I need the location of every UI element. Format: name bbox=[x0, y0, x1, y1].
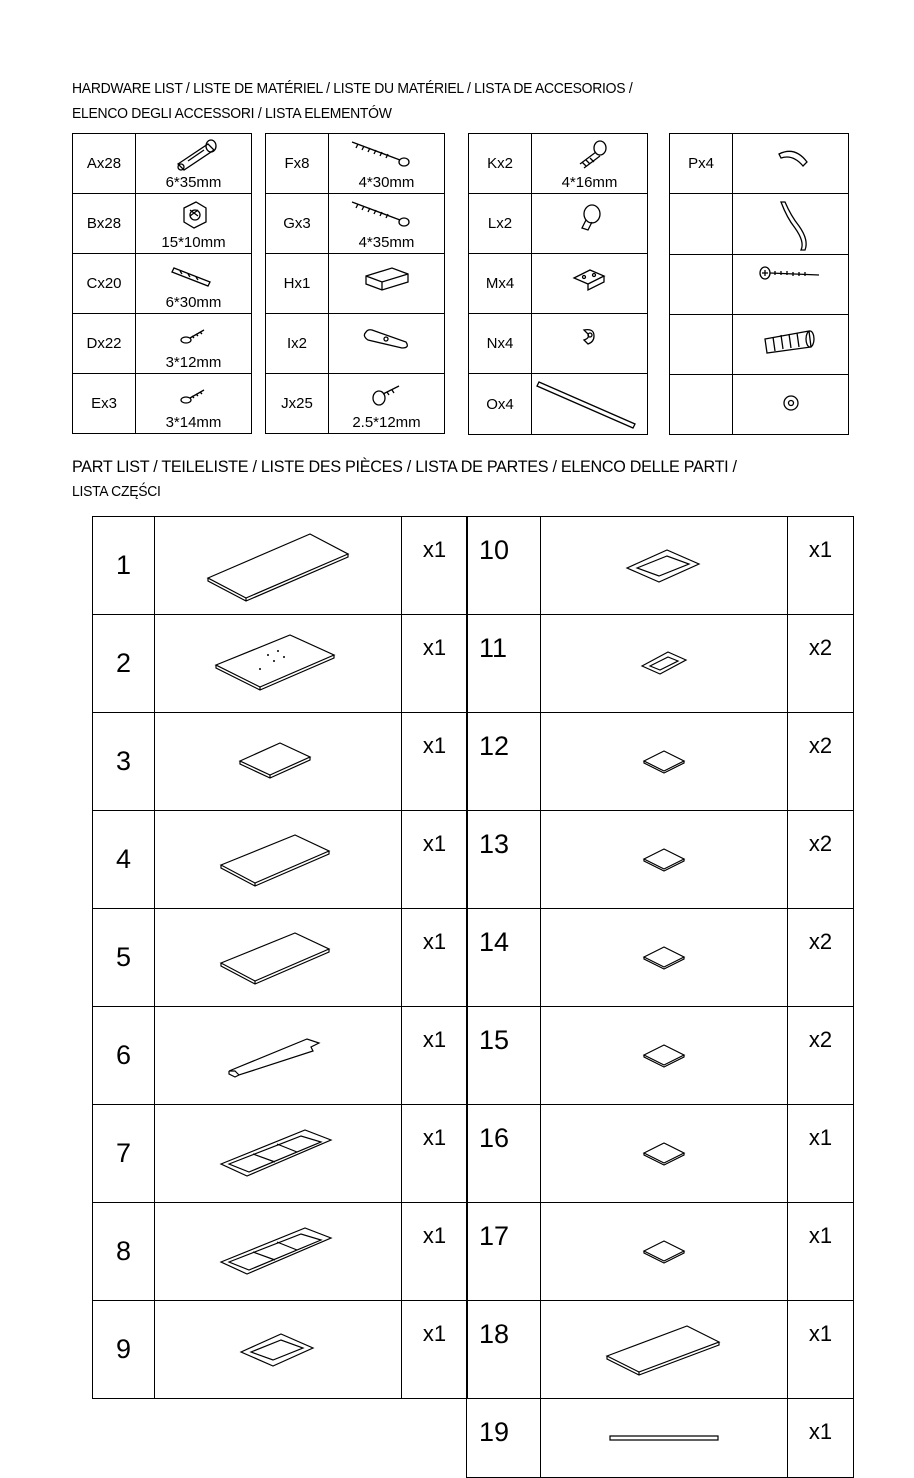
part-row bbox=[467, 517, 854, 615]
part-small-frame-icon bbox=[155, 1328, 401, 1372]
hardware-row bbox=[73, 194, 252, 254]
hardware-picture bbox=[733, 315, 849, 375]
hardware-dimension: 3*14mm bbox=[165, 414, 222, 431]
part-drawing bbox=[155, 909, 402, 1007]
hardware-dimension: 2.5*12mm bbox=[352, 414, 421, 431]
part-drawing bbox=[155, 811, 402, 909]
part-plate-icon bbox=[541, 1137, 787, 1171]
hardware-dimension: 15*10mm bbox=[161, 234, 226, 251]
hardware-dimension: 4*16mm bbox=[561, 174, 618, 191]
part-quantity: x1 bbox=[402, 1007, 468, 1105]
wooden-dowel-icon bbox=[136, 258, 251, 292]
clip-icon bbox=[532, 318, 647, 358]
hardware-row bbox=[266, 134, 445, 194]
hardware-row bbox=[266, 314, 445, 374]
hardware-row bbox=[73, 254, 252, 314]
part-drawing bbox=[155, 615, 402, 713]
part-quantity: x1 bbox=[402, 1105, 468, 1203]
part-number: 14 bbox=[467, 909, 541, 1007]
part-board-icon bbox=[541, 1320, 787, 1380]
hardware-row bbox=[670, 315, 849, 375]
part-number: 9 bbox=[93, 1301, 155, 1399]
hardware-dimension: 4*30mm bbox=[358, 174, 415, 191]
hardware-picture bbox=[329, 374, 445, 434]
hardware-row bbox=[73, 314, 252, 374]
part-number: 15 bbox=[467, 1007, 541, 1105]
hardware-table-1 bbox=[72, 133, 252, 434]
hardware-row bbox=[73, 374, 252, 434]
part-row bbox=[93, 713, 468, 811]
hardware-row bbox=[469, 374, 648, 435]
part-panel-icon bbox=[155, 829, 401, 891]
hardware-code bbox=[670, 194, 733, 255]
part-row bbox=[93, 1007, 468, 1105]
part-number: 2 bbox=[93, 615, 155, 713]
hardware-code: Fx8 bbox=[266, 134, 329, 194]
part-strip-icon bbox=[541, 1428, 787, 1448]
hardware-picture bbox=[329, 254, 445, 314]
part-quantity: x1 bbox=[788, 1203, 854, 1301]
part-number: 11 bbox=[467, 615, 541, 713]
part-list-title-2: LISTA CZĘŚCI bbox=[72, 483, 161, 500]
hardware-row bbox=[266, 254, 445, 314]
part-row bbox=[93, 615, 468, 713]
hardware-picture bbox=[329, 194, 445, 254]
hardware-picture bbox=[733, 194, 849, 255]
part-quantity: x1 bbox=[788, 1301, 854, 1399]
small-screw-icon bbox=[136, 318, 251, 352]
part-row bbox=[93, 1203, 468, 1301]
hardware-dimension: 3*12mm bbox=[165, 354, 222, 371]
part-list-title-1: PART LIST / TEILELISTE / LISTE DES PIÈCES / LISTA DE PARTES / ELENCO DELLE PARTI / bbox=[72, 457, 737, 476]
part-row bbox=[93, 517, 468, 615]
part-drawing bbox=[155, 713, 402, 811]
part-drawing bbox=[155, 1007, 402, 1105]
part-number: 18 bbox=[467, 1301, 541, 1399]
hardware-row bbox=[469, 194, 648, 254]
part-plate-icon bbox=[541, 1235, 787, 1269]
part-row bbox=[467, 1007, 854, 1105]
wall-screw-icon bbox=[733, 259, 848, 293]
hardware-code: Px4 bbox=[670, 134, 733, 194]
knob-icon bbox=[532, 198, 647, 238]
hardware-code: Nx4 bbox=[469, 314, 532, 374]
hardware-code: Gx3 bbox=[266, 194, 329, 254]
part-drawing bbox=[541, 713, 788, 811]
long-screw-icon bbox=[329, 198, 444, 232]
hardware-list-title-1: HARDWARE LIST / LISTE DE MATÉRIEL / LISTE DU MATÉRIEL / LISTA DE ACCESORIOS / bbox=[72, 80, 633, 97]
hardware-code: Bx28 bbox=[73, 194, 136, 254]
hardware-row bbox=[670, 255, 849, 315]
part-number: 16 bbox=[467, 1105, 541, 1203]
part-quantity: x1 bbox=[402, 1301, 468, 1399]
part-plate-icon bbox=[541, 1039, 787, 1073]
hardware-row bbox=[469, 314, 648, 374]
part-number: 19 bbox=[467, 1399, 541, 1478]
hardware-picture bbox=[532, 374, 648, 435]
part-number: 5 bbox=[93, 909, 155, 1007]
hardware-code bbox=[670, 315, 733, 375]
part-number: 1 bbox=[93, 517, 155, 615]
part-quantity: x1 bbox=[788, 1399, 854, 1478]
hinge-icon bbox=[532, 258, 647, 298]
part-quantity: x1 bbox=[788, 1105, 854, 1203]
part-plate-icon bbox=[541, 745, 787, 779]
hardware-picture bbox=[136, 194, 252, 254]
hardware-row bbox=[73, 134, 252, 194]
machine-screw-icon bbox=[532, 138, 647, 172]
part-number: 3 bbox=[93, 713, 155, 811]
part-large-panel-icon bbox=[155, 528, 401, 604]
part-row bbox=[467, 811, 854, 909]
part-list-left bbox=[92, 516, 468, 1399]
hardware-code: Ex3 bbox=[73, 374, 136, 434]
hardware-code: Ax28 bbox=[73, 134, 136, 194]
part-quantity: x1 bbox=[402, 811, 468, 909]
part-drawing bbox=[155, 1301, 402, 1399]
part-drawing bbox=[541, 909, 788, 1007]
part-quantity: x1 bbox=[402, 713, 468, 811]
part-small-frame-icon bbox=[541, 544, 787, 588]
hardware-row bbox=[469, 254, 648, 314]
hardware-picture bbox=[329, 134, 445, 194]
part-plate-icon bbox=[541, 843, 787, 877]
part-drawing bbox=[541, 1203, 788, 1301]
part-drawing bbox=[541, 1301, 788, 1399]
part-row bbox=[467, 1301, 854, 1399]
hardware-table-4 bbox=[669, 133, 849, 435]
part-quantity: x1 bbox=[402, 909, 468, 1007]
hardware-code bbox=[670, 255, 733, 315]
hardware-code bbox=[670, 375, 733, 435]
part-quantity: x2 bbox=[788, 1007, 854, 1105]
cam-bolt-icon bbox=[136, 138, 251, 172]
part-row bbox=[467, 1105, 854, 1203]
hardware-dimension: 4*35mm bbox=[358, 234, 415, 251]
strap-icon bbox=[733, 198, 848, 254]
hardware-picture bbox=[733, 255, 849, 315]
hardware-code: Lx2 bbox=[469, 194, 532, 254]
hardware-code: Dx22 bbox=[73, 314, 136, 374]
hardware-picture bbox=[532, 314, 648, 374]
hardware-picture bbox=[136, 314, 252, 374]
hardware-picture bbox=[329, 314, 445, 374]
hardware-picture bbox=[532, 134, 648, 194]
hardware-dimension: 6*30mm bbox=[165, 294, 222, 311]
hardware-picture bbox=[733, 134, 849, 194]
part-number: 8 bbox=[93, 1203, 155, 1301]
long-screw-icon bbox=[329, 138, 444, 172]
hardware-code: Jx25 bbox=[266, 374, 329, 434]
part-row bbox=[467, 713, 854, 811]
part-row bbox=[467, 1399, 854, 1478]
part-row bbox=[93, 909, 468, 1007]
part-drawing bbox=[541, 517, 788, 615]
part-quantity: x2 bbox=[788, 909, 854, 1007]
part-frame-icon bbox=[155, 1222, 401, 1282]
part-drawing bbox=[541, 615, 788, 713]
hardware-picture bbox=[733, 375, 849, 435]
small-screw-icon bbox=[136, 378, 251, 412]
part-number: 10 bbox=[467, 517, 541, 615]
part-row bbox=[467, 909, 854, 1007]
hardware-row bbox=[266, 194, 445, 254]
part-quantity: x2 bbox=[788, 713, 854, 811]
hardware-code: Hx1 bbox=[266, 254, 329, 314]
hardware-row bbox=[266, 374, 445, 434]
hardware-code: Cx20 bbox=[73, 254, 136, 314]
hardware-picture bbox=[532, 254, 648, 314]
rail-bar-icon bbox=[532, 378, 647, 434]
hardware-table-3 bbox=[468, 133, 648, 435]
part-rail-icon bbox=[155, 1031, 401, 1081]
part-drawer-frame-icon bbox=[541, 644, 787, 684]
part-number: 4 bbox=[93, 811, 155, 909]
part-number: 13 bbox=[467, 811, 541, 909]
part-quantity: x2 bbox=[788, 615, 854, 713]
part-number: 17 bbox=[467, 1203, 541, 1301]
hardware-picture bbox=[532, 194, 648, 254]
part-plate-icon bbox=[541, 941, 787, 975]
connector-plate-icon bbox=[329, 318, 444, 358]
part-row bbox=[93, 1301, 468, 1399]
part-number: 12 bbox=[467, 713, 541, 811]
hardware-table-2 bbox=[265, 133, 445, 434]
part-row bbox=[93, 1105, 468, 1203]
hardware-code: Ox4 bbox=[469, 374, 532, 435]
hardware-code: Mx4 bbox=[469, 254, 532, 314]
part-row bbox=[93, 811, 468, 909]
part-row bbox=[467, 1203, 854, 1301]
hardware-picture bbox=[136, 134, 252, 194]
short-screw-icon bbox=[329, 378, 444, 412]
magnetic-catch-icon bbox=[329, 258, 444, 298]
hardware-dimension: 6*35mm bbox=[165, 174, 222, 191]
part-row bbox=[467, 615, 854, 713]
part-drawing bbox=[541, 1105, 788, 1203]
part-drawing bbox=[155, 1105, 402, 1203]
part-drawing bbox=[541, 1007, 788, 1105]
bracket-icon bbox=[733, 138, 848, 178]
hardware-picture bbox=[136, 374, 252, 434]
hardware-code: Kx2 bbox=[469, 134, 532, 194]
part-drawing bbox=[155, 1203, 402, 1301]
part-drawing bbox=[541, 1399, 788, 1478]
hardware-code: Ix2 bbox=[266, 314, 329, 374]
cam-lock-icon bbox=[136, 198, 251, 232]
part-drilled-panel-icon bbox=[155, 629, 401, 699]
hardware-row bbox=[670, 375, 849, 435]
part-quantity: x1 bbox=[402, 1203, 468, 1301]
wall-plug-icon bbox=[733, 319, 848, 359]
part-drawing bbox=[541, 811, 788, 909]
part-list-right bbox=[466, 516, 854, 1478]
washer-icon bbox=[733, 379, 848, 419]
hardware-picture bbox=[136, 254, 252, 314]
part-panel-icon bbox=[155, 927, 401, 989]
hardware-row bbox=[469, 134, 648, 194]
part-quantity: x1 bbox=[788, 517, 854, 615]
hardware-list-title-2: ELENCO DEGLI ACCESSORI / LISTA ELEMENTÓW bbox=[72, 105, 392, 122]
part-small-panel-icon bbox=[155, 737, 401, 787]
part-quantity: x1 bbox=[402, 517, 468, 615]
part-number: 7 bbox=[93, 1105, 155, 1203]
part-drawing bbox=[155, 517, 402, 615]
hardware-row bbox=[670, 194, 849, 255]
part-quantity: x2 bbox=[788, 811, 854, 909]
part-quantity: x1 bbox=[402, 615, 468, 713]
hardware-row bbox=[670, 134, 849, 194]
part-frame-icon bbox=[155, 1124, 401, 1184]
part-number: 6 bbox=[93, 1007, 155, 1105]
